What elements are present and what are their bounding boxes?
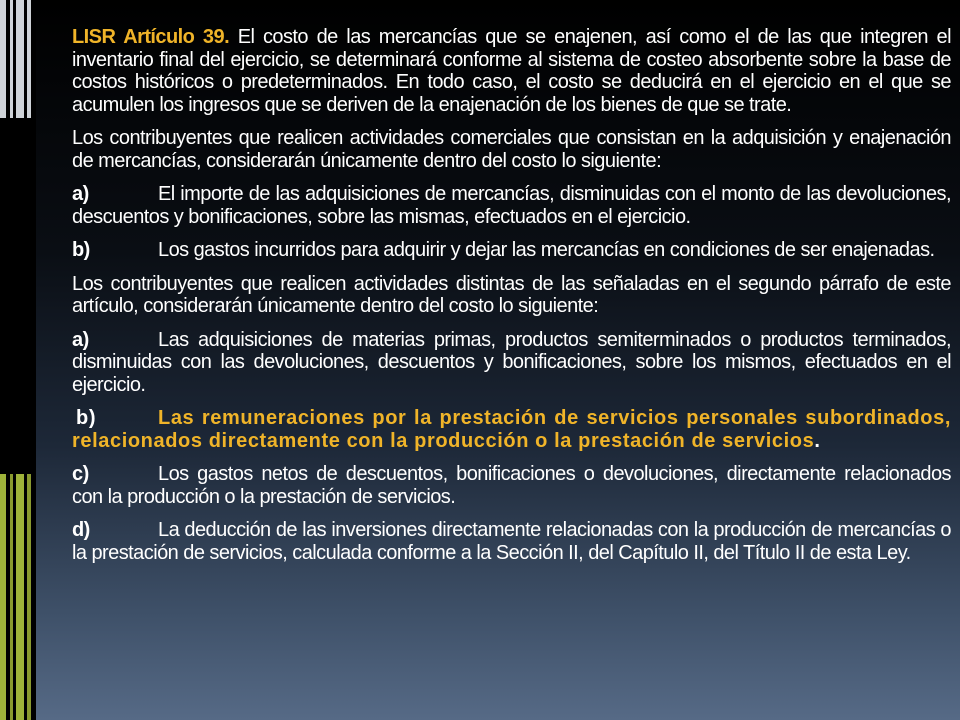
decorative-bar <box>27 0 31 118</box>
paragraph-other-activities: Los contribuyentes que realicen actividades distintas de las señaladas en el segundo párrafo de este artículo, considerarán únicamente dentro del costo lo siguiente: <box>72 272 951 317</box>
list-item <box>72 329 951 397</box>
list-item-trailing: . <box>814 429 821 452</box>
decorative-bar <box>0 474 6 720</box>
paragraph-article-intro <box>72 26 951 116</box>
list-item-text: Las adquisiciones de materias primas, productos semiterminados o productos terminados, disminuidas con las devoluciones, descuentos y bonificaciones, sobre los mismos, efectuados en el ejercicio. <box>72 328 951 396</box>
decorative-bar <box>0 0 6 118</box>
decorative-bar <box>16 474 24 720</box>
list-item-highlighted <box>72 407 951 452</box>
list-item <box>72 463 951 508</box>
list-item-label: a) <box>72 183 89 205</box>
list-item-text: La deducción de las inversiones directamente relacionadas con la producción de mercancías o la prestación de servicios, calculada conforme a la Sección II, del Capítulo II, del Título II de esta Ley. <box>72 519 951 564</box>
list-item-text: Las remuneraciones por la prestación de servicios personales subordinados, relacionados directamente con la producción o la prestación de servicios <box>72 407 951 452</box>
decorative-bar <box>16 0 24 118</box>
list-item-label: b) <box>76 407 97 429</box>
article-heading: LISR Artículo 39. <box>72 26 230 48</box>
list-item-label: b) <box>72 239 90 261</box>
list-item <box>72 183 951 228</box>
list-item-label: d) <box>72 519 90 541</box>
paragraph-commercial: Los contribuyentes que realicen actividades comerciales que consistan en la adquisición y enajenación de mercancías, considerarán únicamente dentro del costo lo siguiente: <box>72 127 951 172</box>
list-item <box>72 239 951 262</box>
list-item <box>72 519 951 564</box>
decorative-bar <box>27 474 31 720</box>
decorative-bar <box>10 0 13 118</box>
decorative-bar <box>10 474 13 720</box>
list-item-label: c) <box>72 463 89 485</box>
list-item-text: El importe de las adquisiciones de mercancías, disminuidas con el monto de las devoluciones, descuentos y bonificaciones, sobre las mismas, efectuados en el ejercicio. <box>72 183 951 228</box>
list-item-text: Los gastos netos de descuentos, bonificaciones o devoluciones, directamente relacionados con la producción o la prestación de servicios. <box>72 463 951 508</box>
list-item-label: a) <box>72 328 89 351</box>
slide-body-text <box>72 26 951 575</box>
paragraph-text: El costo de las mercancías que se enajenen, así como el de las que integren el inventario final del ejercicio, se determinará conforme al sistema de costeo absorbente sobre la base de costos históricos o predeterminados. En todo caso, el costo se deducirá en el ejercicio en el que se acumulen los ingresos que se deriven de la enajenación de los bienes de que se trate. <box>72 26 952 116</box>
list-item-text: Los gastos incurridos para adquirir y dejar las mercancías en condiciones de ser enajenadas. <box>158 239 935 261</box>
